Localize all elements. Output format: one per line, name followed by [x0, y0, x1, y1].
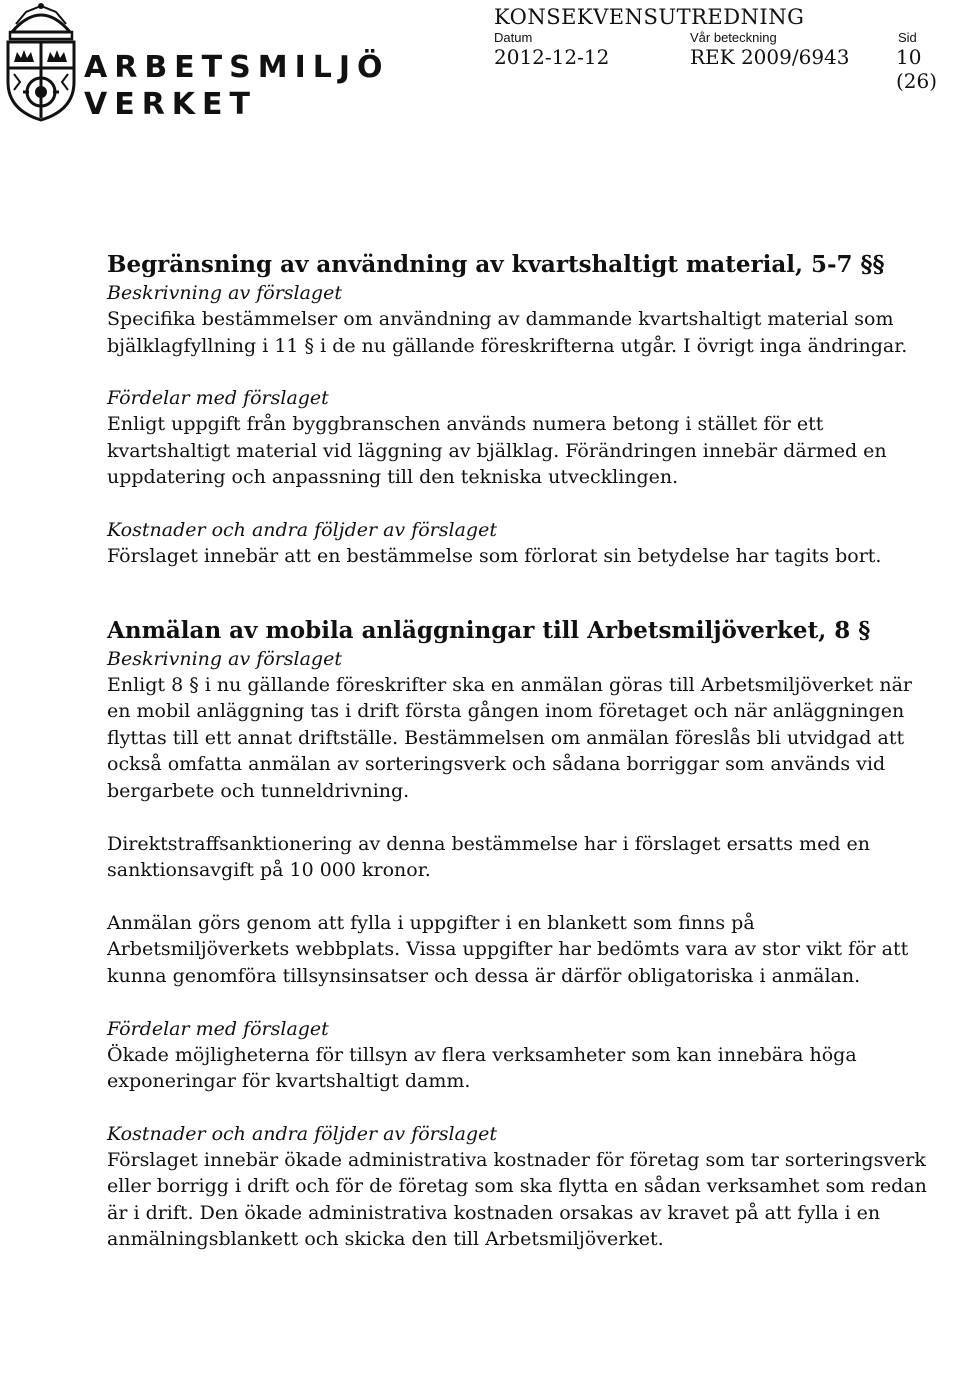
- advantages-text: Enligt uppgift från byggbranschen används numera betong i stället för ett kvartshaltigt material vid läggning av bjälklag. Förändringen innebär därmed en uppdatering och anpassning till den tekniska utvecklingen.: [107, 413, 887, 489]
- document-body: [107, 250, 937, 1253]
- costs-label: Kostnader och andra följder av förslaget: [107, 518, 497, 541]
- section-mobila-anlaggningar: [107, 616, 937, 1254]
- page-number: 10 (26): [896, 45, 938, 93]
- date-value: 2012-12-12: [494, 45, 610, 69]
- description-text: Enligt 8 § i nu gällande föreskrifter ska en anmälan göras till Arbetsmiljöverket när en mobil anläggning tas i drift första gången inom företaget och när anläggningen flyttas till ett annat driftställe. Bestämmelsen om anmälan föreslås bli utvidgad att också omfatta anmälan av sorteringsverk och sådana borriggar som används vid bergarbete och tunneldrivning.: [107, 673, 912, 802]
- reference-value: REK 2009/6943: [690, 45, 850, 69]
- org-name-line2: VERKET: [84, 87, 258, 122]
- agency-logo: [0, 0, 390, 125]
- document-title: KONSEKVENSUTREDNING: [494, 5, 805, 29]
- costs-label: Kostnader och andra följder av förslaget: [107, 1122, 497, 1145]
- section-kvartshaltigt-material: [107, 250, 937, 570]
- description-label: Beskrivning av förslaget: [107, 647, 342, 670]
- form-text: Anmälan görs genom att fylla i uppgifter i en blankett som finns på Arbetsmiljöverkets webbplats. Vissa uppgifter har bedömts vara av stor vikt för att kunna genomföra tillsynsinsatser och dessa är därför obligatoriska i anmälan.: [107, 911, 909, 987]
- page-label: Sid: [898, 30, 917, 45]
- reference-label: Vår beteckning: [690, 30, 777, 45]
- sanction-text: Direktstraffsanktionering av denna bestämmelse har i förslaget ersatts med en sanktionsavgift på 10 000 kronor.: [107, 832, 870, 882]
- costs-text: Förslaget innebär att en bestämmelse som förlorat sin betydelse har tagits bort.: [107, 544, 882, 567]
- advantages-text: Ökade möjligheterna för tillsyn av flera verksamheter som kan innebära höga exponeringar för kvartshaltigt damm.: [107, 1043, 857, 1093]
- advantages-label: Fördelar med förslaget: [107, 1017, 329, 1040]
- coat-of-arms-icon: [2, 2, 80, 122]
- org-name-line1: ARBETSMILJÖ: [84, 50, 390, 85]
- costs-text: Förslaget innebär ökade administrativa kostnader för företag som tar sorteringsverk eller borrigg i drift och för de företag som ska flytta en sådan verksamhet som redan är i drift. Den ökade administrativa kostnaden orsakas av kravet på att fylla i en anmälningsblankett och skicka den till Arbetsmiljöverket.: [107, 1148, 927, 1251]
- description-text: Specifika bestämmelser om användning av dammande kvartshaltigt material som bjälklagfyllning i 11 § i de nu gällande föreskrifterna utgår. I övrigt inga ändringar.: [107, 308, 908, 357]
- description-label: Beskrivning av förslaget: [107, 282, 342, 304]
- section-heading: Begränsning av användning av kvartshaltigt material, 5-7 §§: [107, 251, 885, 278]
- section-heading: Anmälan av mobila anläggningar till Arbetsmiljöverket, 8 §: [107, 616, 871, 644]
- date-label: Datum: [494, 30, 533, 45]
- advantages-label: Fördelar med förslaget: [107, 387, 329, 410]
